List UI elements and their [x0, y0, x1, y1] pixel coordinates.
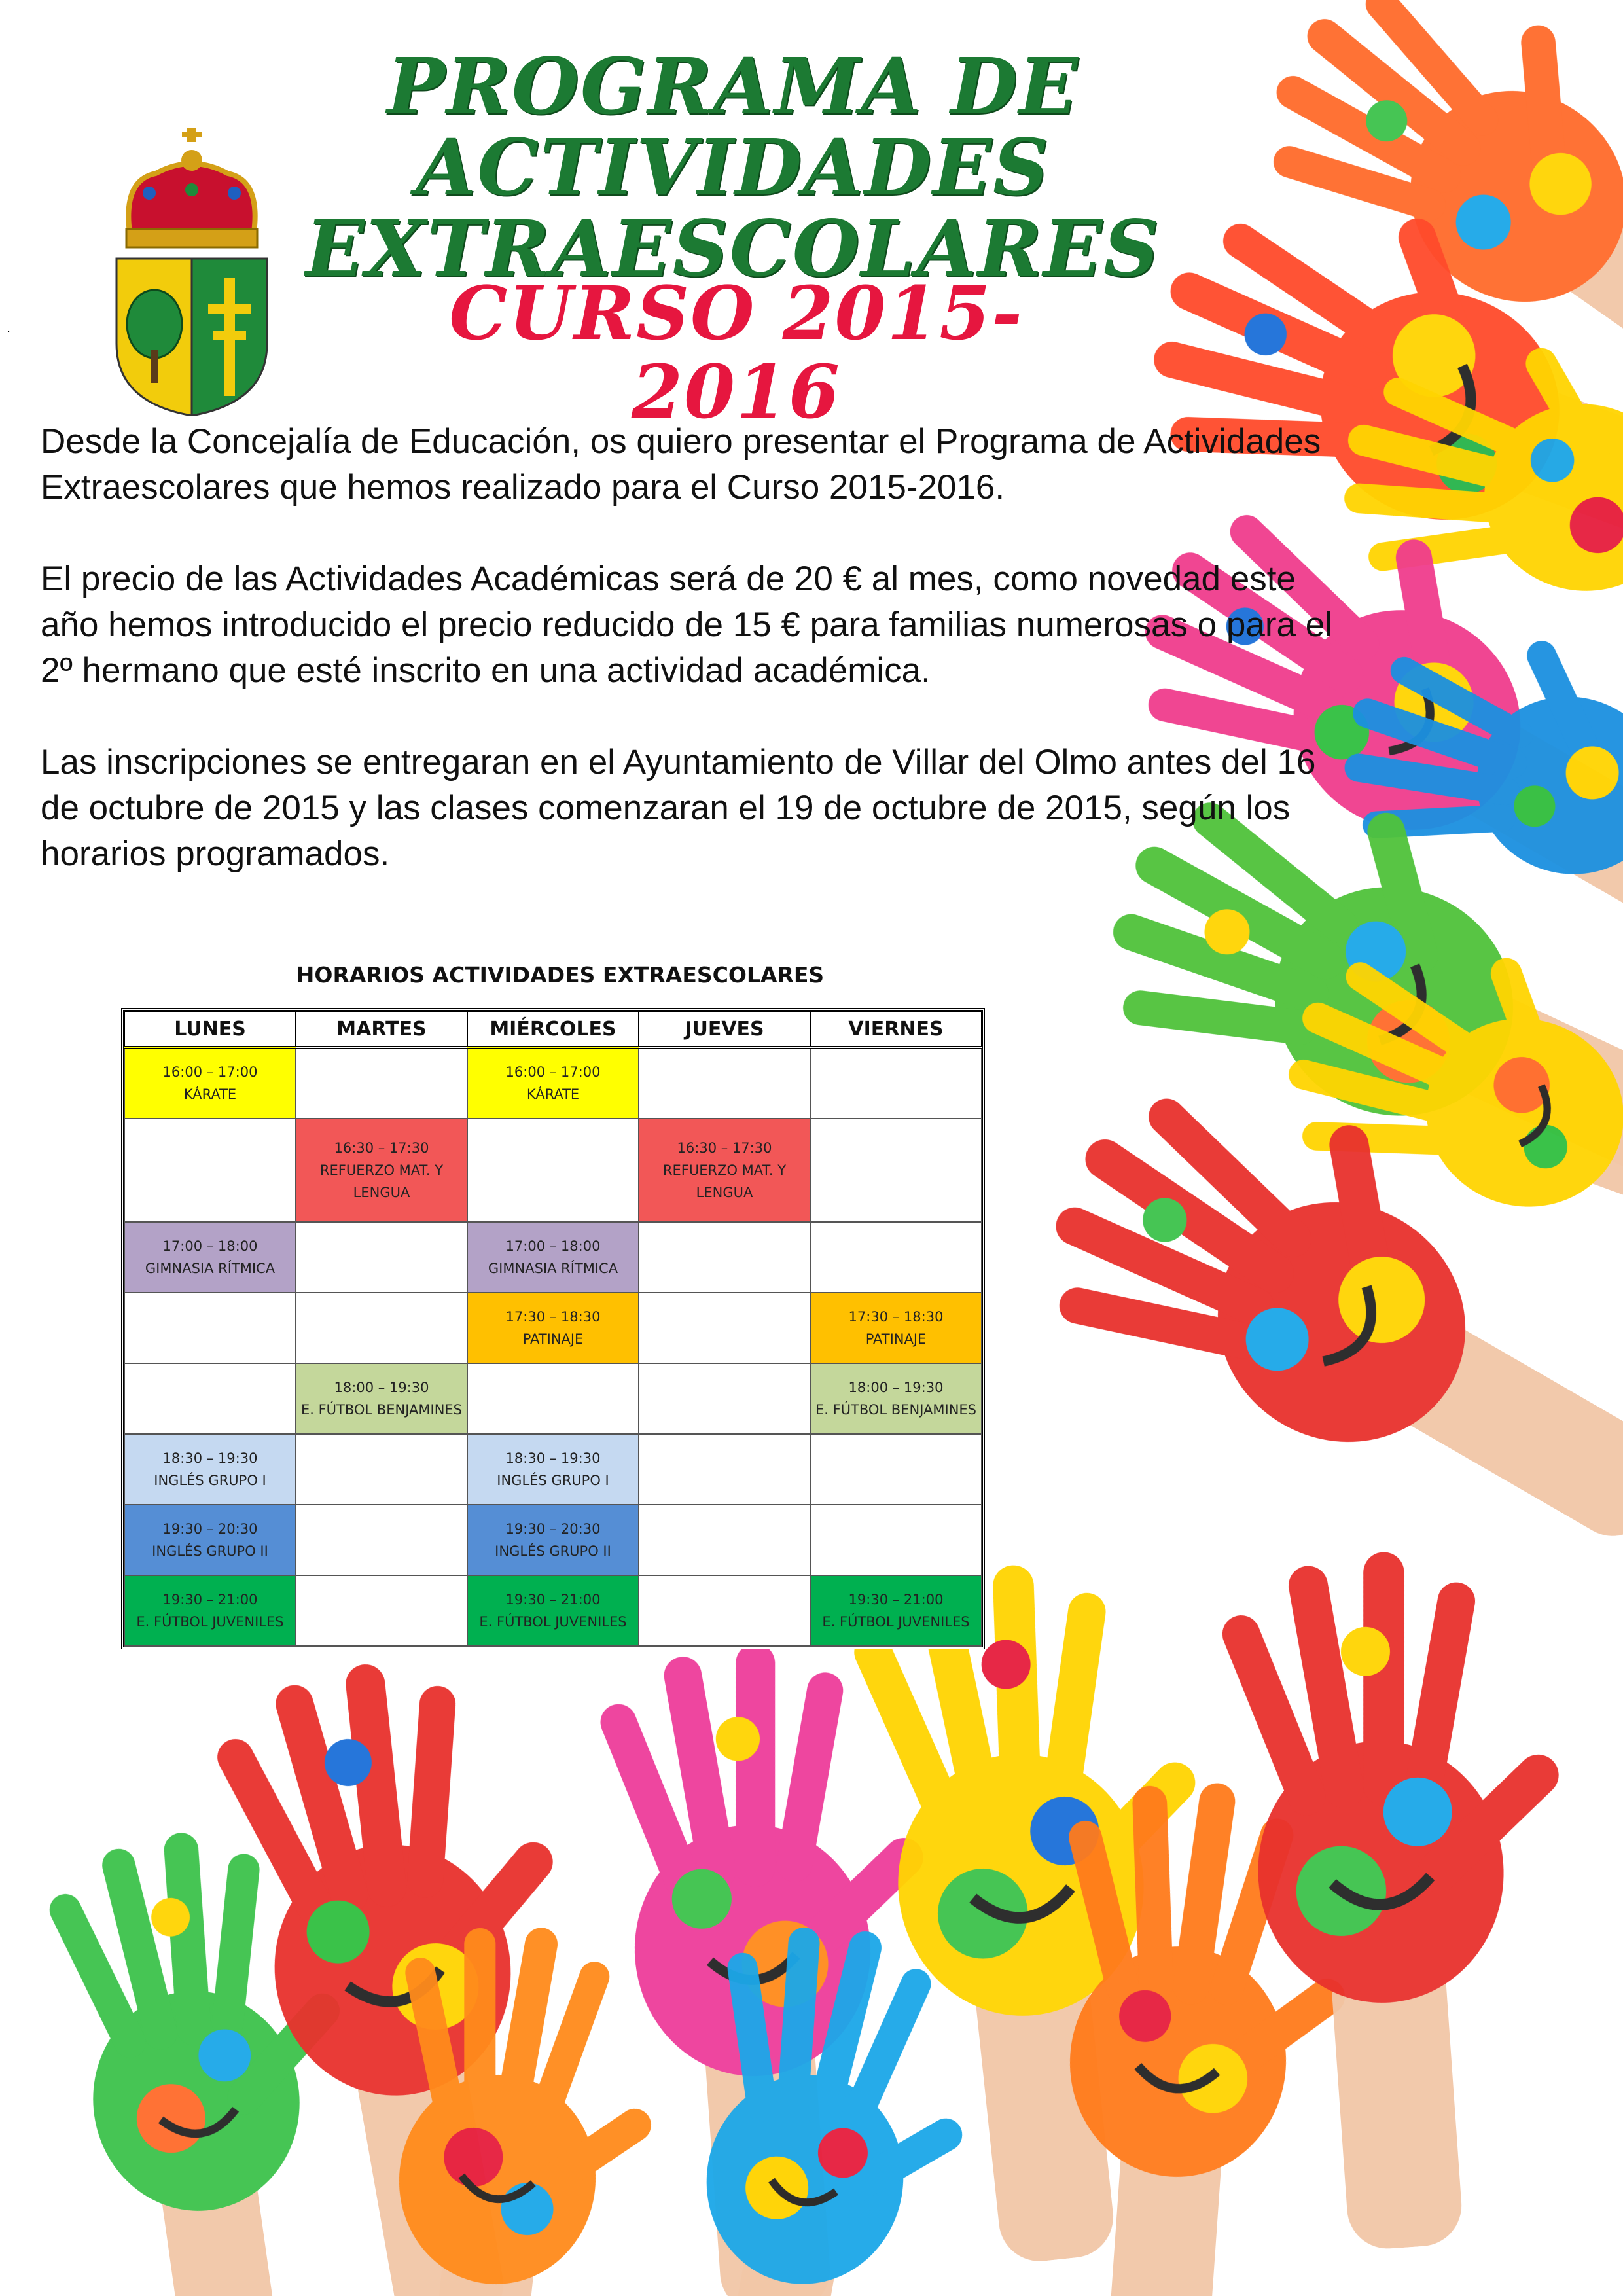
empty-cell	[124, 1363, 296, 1434]
activity-time: 19:30 – 21:00	[505, 1591, 601, 1607]
activity-name: E. FÚTBOL JUVENILES	[479, 1613, 627, 1630]
day-header: VIERNES	[810, 1011, 982, 1047]
intro-paragraph: Desde la Concejalía de Educación, os quiero presentar el Programa de Actividades Extraescolares que hemos realizado para el Curso 2015-2016.	[41, 422, 1321, 507]
empty-cell	[810, 1222, 982, 1293]
activity-name: KÁRATE	[526, 1086, 580, 1103]
activity-time: 18:30 – 19:30	[162, 1450, 258, 1466]
activity-name: PATINAJE	[522, 1331, 584, 1347]
activity-name: REFUERZO MAT. Y LENGUA	[662, 1162, 787, 1201]
activity-cell	[124, 1575, 296, 1646]
title-line-2: EXTRAESCOLARES	[305, 203, 1161, 294]
empty-cell	[296, 1222, 467, 1293]
activity-cell	[467, 1222, 639, 1293]
activity-time: 18:00 – 19:30	[848, 1379, 944, 1395]
activity-time: 19:30 – 21:00	[848, 1591, 944, 1607]
enrollment-paragraph: Las inscripciones se entregaran en el Ayuntamiento de Villar del Olmo antes del 16 de octubre de 2015 y las clases comenzaran el 19 de octubre de 2015, según los horarios programados.	[41, 743, 1316, 873]
activity-cell	[810, 1363, 982, 1434]
empty-cell	[639, 1363, 810, 1434]
activity-name: GIMNASIA RÍTMICA	[488, 1261, 618, 1277]
activity-cell	[467, 1293, 639, 1363]
schedule-table	[121, 1008, 985, 1649]
activity-time: 16:30 – 17:30	[677, 1140, 772, 1157]
empty-cell	[810, 1505, 982, 1575]
activity-time: 17:30 – 18:30	[848, 1309, 944, 1325]
activity-cell	[467, 1505, 639, 1575]
empty-cell	[639, 1293, 810, 1363]
schedule-title: HORARIOS ACTIVIDADES EXTRAESCOLARES	[296, 962, 825, 988]
activity-time: 16:00 – 17:00	[162, 1064, 258, 1081]
activity-name: INGLÉS GRUPO II	[495, 1543, 611, 1559]
empty-cell	[639, 1505, 810, 1575]
activity-time: 19:30 – 20:30	[505, 1520, 601, 1537]
activity-cell	[124, 1505, 296, 1575]
empty-cell	[296, 1505, 467, 1575]
empty-cell	[296, 1293, 467, 1363]
empty-cell	[810, 1434, 982, 1505]
activity-name: E. FÚTBOL BENJAMINES	[300, 1401, 463, 1418]
activity-time: 16:30 – 17:30	[334, 1140, 429, 1157]
empty-cell	[639, 1047, 810, 1119]
empty-cell	[124, 1293, 296, 1363]
activity-cell	[124, 1047, 296, 1119]
empty-cell	[467, 1119, 639, 1222]
empty-cell	[124, 1119, 296, 1222]
activity-cell	[639, 1119, 810, 1222]
coat-of-arms-icon	[110, 128, 274, 416]
activity-cell	[124, 1434, 296, 1505]
empty-cell	[467, 1363, 639, 1434]
activity-cell	[296, 1119, 467, 1222]
activity-time: 17:30 – 18:30	[505, 1309, 601, 1325]
activity-cell	[810, 1293, 982, 1363]
activity-cell	[810, 1575, 982, 1646]
activity-time: 18:00 – 19:30	[334, 1379, 429, 1395]
activity-time: 17:00 – 18:00	[505, 1238, 601, 1255]
activity-time: 19:30 – 21:00	[162, 1591, 258, 1607]
activity-time: 19:30 – 20:30	[162, 1520, 258, 1537]
schedule-row	[124, 1293, 982, 1363]
schedule-row	[124, 1434, 982, 1505]
day-header: MARTES	[296, 1011, 467, 1047]
empty-cell	[639, 1222, 810, 1293]
empty-cell	[296, 1047, 467, 1119]
title-line-1: PROGRAMA DE ACTIVIDADES	[387, 41, 1079, 213]
schedule-row	[124, 1047, 982, 1119]
intro-text	[41, 419, 1343, 923]
activity-cell	[467, 1434, 639, 1505]
empty-cell	[639, 1575, 810, 1646]
schedule-body	[124, 1047, 982, 1646]
activity-cell	[467, 1575, 639, 1646]
day-header: JUEVES	[639, 1011, 810, 1047]
activity-name: INGLÉS GRUPO I	[497, 1472, 609, 1488]
course-year-title: CURSO 2015-2016	[449, 271, 1024, 435]
stray-mark: .	[7, 319, 11, 336]
activity-name: E. FÚTBOL JUVENILES	[822, 1613, 970, 1630]
activity-time: 18:30 – 19:30	[505, 1450, 601, 1466]
price-paragraph: El precio de las Actividades Académicas será de 20 € al mes, como novedad este año hemos introducido el precio reducido de 15 € para familias numerosas o para el 2º hermano que esté inscrito en una actividad académica.	[41, 560, 1332, 690]
empty-cell	[296, 1575, 467, 1646]
activity-name: E. FÚTBOL BENJAMINES	[815, 1401, 977, 1418]
activity-cell	[124, 1222, 296, 1293]
activity-name: KÁRATE	[183, 1086, 237, 1103]
empty-cell	[639, 1434, 810, 1505]
activity-time: 16:00 – 17:00	[505, 1064, 601, 1081]
schedule-row	[124, 1363, 982, 1434]
day-header: LUNES	[124, 1011, 296, 1047]
activity-time: 17:00 – 18:00	[162, 1238, 258, 1255]
schedule-header-row	[124, 1011, 982, 1047]
day-header: MIÉRCOLES	[467, 1011, 639, 1047]
poster-title	[79, 41, 1387, 294]
empty-cell	[810, 1119, 982, 1222]
schedule-row	[124, 1575, 982, 1646]
activity-name: GIMNASIA RÍTMICA	[145, 1261, 276, 1277]
activity-name: REFUERZO MAT. Y LENGUA	[319, 1162, 444, 1201]
empty-cell	[810, 1047, 982, 1119]
activity-cell	[296, 1363, 467, 1434]
schedule-row	[124, 1119, 982, 1222]
activity-name: PATINAJE	[865, 1331, 927, 1347]
activity-name: INGLÉS GRUPO I	[154, 1472, 266, 1488]
activity-cell	[467, 1047, 639, 1119]
schedule-row	[124, 1505, 982, 1575]
schedule-row	[124, 1222, 982, 1293]
activity-name: E. FÚTBOL JUVENILES	[136, 1613, 284, 1630]
activity-name: INGLÉS GRUPO II	[152, 1543, 268, 1559]
empty-cell	[296, 1434, 467, 1505]
